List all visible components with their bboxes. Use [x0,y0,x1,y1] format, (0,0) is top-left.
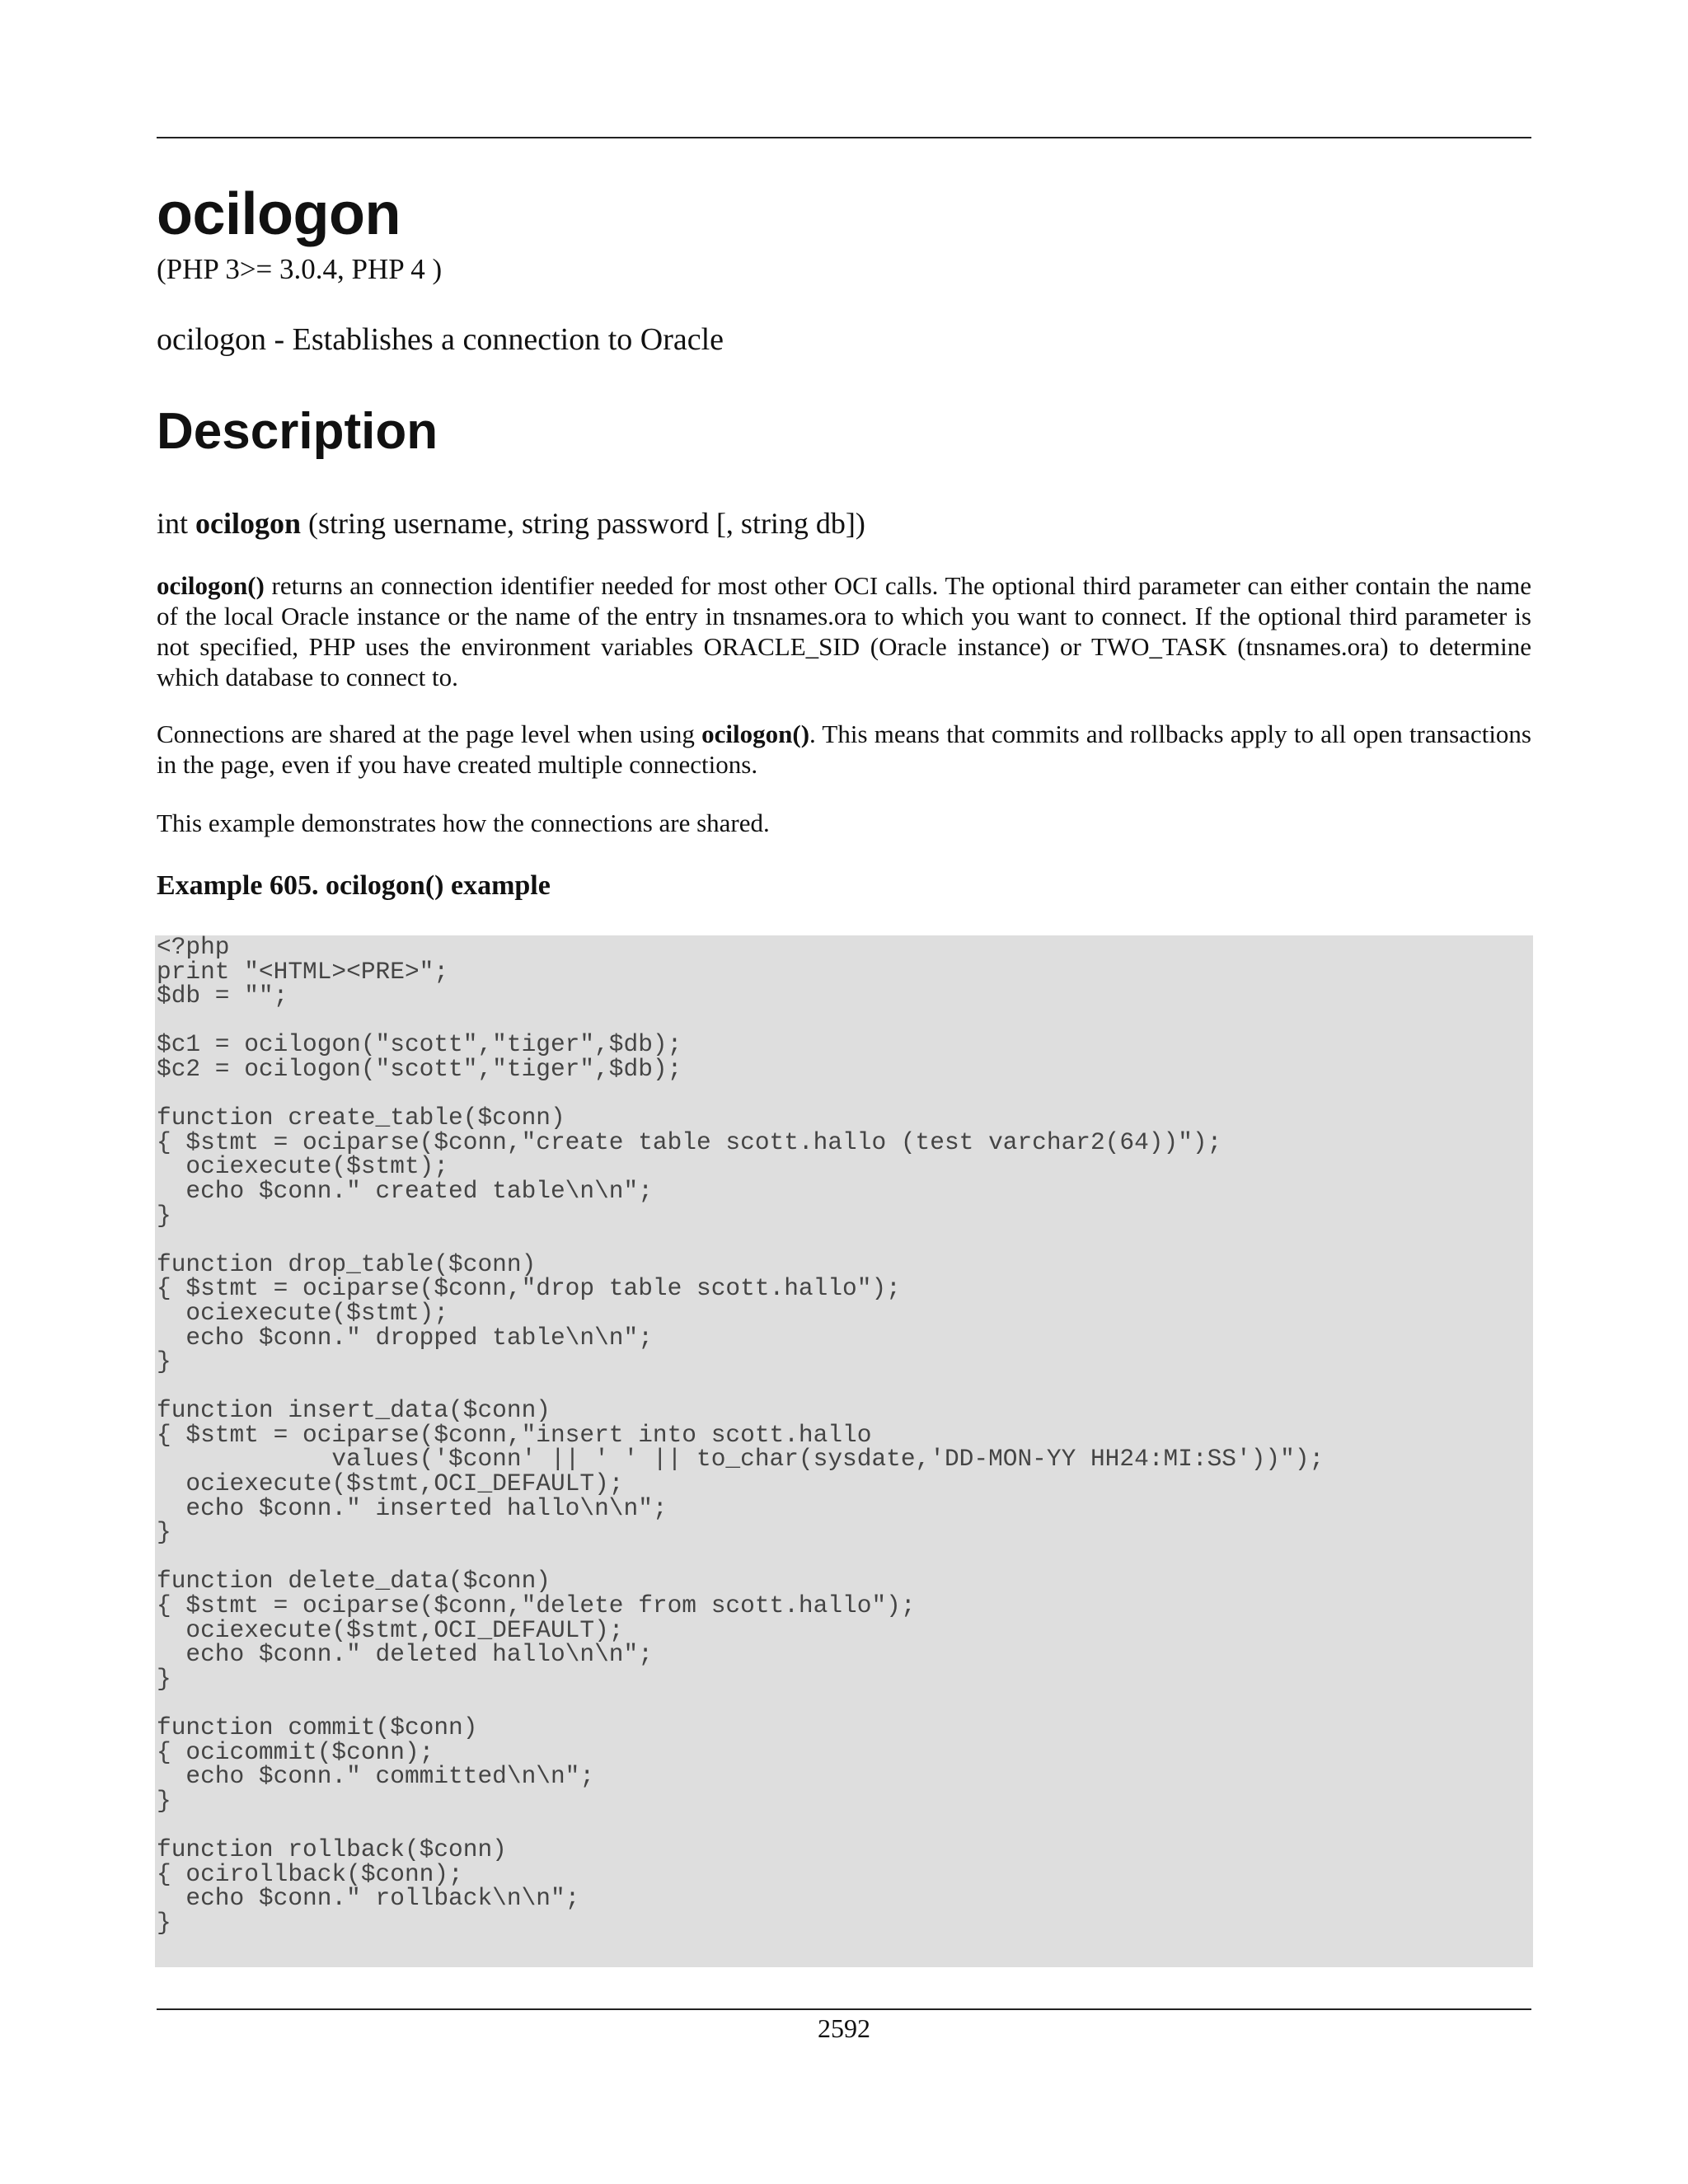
code-line [157,1228,1533,1253]
paragraph-text: returns an connection identifier needed for most other OCI calls. The optional third parameter can either contain the name of the local Oracle instance or the name of the entry in tnsnames.ora to which you want to connect. If the optional third parameter is not specified, PHP uses the environment variables ORACLE_SID (Oracle instance) or TWO_TASK (tnsnames.ora) to determine which database to connect to. [157,571,1531,691]
function-synopsis [157,506,865,541]
page-number: 2592 [818,2013,870,2043]
synopsis-return-type: int [157,507,189,540]
page-title: ocilogon [157,181,401,247]
code-line: function drop_table($conn) [157,1249,537,1278]
code-line: function create_table($conn) [157,1104,565,1132]
code-line: echo $conn." rollback\n\n"; [157,1884,580,1913]
code-line: function delete_data($conn) [157,1567,551,1596]
code-line: echo $conn." dropped table\n\n"; [157,1323,653,1352]
code-line: echo $conn." deleted hallo\n\n"; [157,1640,653,1669]
code-line [157,1082,1533,1107]
code-line: values('$conn' || ' ' || to_char(sysdate,'DD-MON-YY HH24:MI:SS'))"); [157,1445,1325,1474]
code-line: <?php [157,935,230,961]
refname-line: ocilogon - Establishes a connection to Oracle [157,322,724,357]
description-paragraph-2 [157,719,1531,780]
code-line: function rollback($conn) [157,1835,507,1863]
code-line: { $stmt = ociparse($conn,"drop table scott.hallo"); [157,1274,901,1303]
code-line: } [157,1908,171,1937]
code-line: ociexecute($stmt); [157,1298,449,1327]
code-line: echo $conn." created table\n\n"; [157,1176,653,1205]
synopsis-function-name: ocilogon [195,507,302,540]
code-example-block [155,935,1533,1967]
code-line: $c1 = ocilogon("scott","tiger",$db); [157,1030,682,1059]
paragraph-text: . This means that commits and rollbacks apply to all open transactions in the page, even if you have created multiple connections. [157,719,1531,779]
code-line: } [157,1518,171,1547]
code-line: { ocicommit($conn); [157,1737,434,1766]
code-line: { ocirollback($conn); [157,1859,463,1888]
code-line [157,1691,1533,1716]
bottom-rule [157,2008,1531,2010]
code-line [157,1009,1533,1033]
code-line: $c2 = ocilogon("scott","tiger",$db); [157,1054,682,1083]
code-line: ociexecute($stmt); [157,1152,449,1181]
section-title-description: Description [157,403,438,460]
code-line: function insert_data($conn) [157,1396,551,1425]
function-ref-bold: ocilogon() [701,719,810,748]
code-line: } [157,1786,171,1815]
code-line: print "<HTML><PRE>"; [157,957,449,986]
code-line [157,1545,1533,1570]
description-paragraph-3: This example demonstrates how the connections are shared. [157,808,770,837]
synopsis-params: (string username, string password [, string db]) [308,507,865,540]
code-line: { $stmt = ociparse($conn,"insert into scott.hallo [157,1420,872,1449]
top-rule [157,137,1531,138]
code-line: function commit($conn) [157,1713,478,1741]
code-line: echo $conn." inserted hallo\n\n"; [157,1493,668,1522]
code-line: { $stmt = ociparse($conn,"create table scott.hallo (test varchar2(64))"); [157,1127,1222,1156]
code-line: } [157,1347,171,1376]
code-line [157,1813,1533,1838]
code-line: ociexecute($stmt,OCI_DEFAULT); [157,1615,624,1644]
code-line: $db = ""; [157,982,288,1010]
paragraph-text: Connections are shared at the page level when using [157,719,702,748]
code-line: echo $conn." committed\n\n"; [157,1762,595,1791]
code-line [157,1375,1533,1399]
code-line: { $stmt = ociparse($conn,"delete from scott.hallo"); [157,1591,916,1620]
function-ref-bold: ocilogon() [157,571,265,600]
code-line: } [157,1201,171,1230]
description-paragraph-1 [157,570,1531,692]
example-title: Example 605. ocilogon() example [157,870,551,901]
code-line: ociexecute($stmt,OCI_DEFAULT); [157,1469,624,1498]
code-line: } [157,1664,171,1693]
version-info: (PHP 3>= 3.0.4, PHP 4 ) [157,253,443,285]
